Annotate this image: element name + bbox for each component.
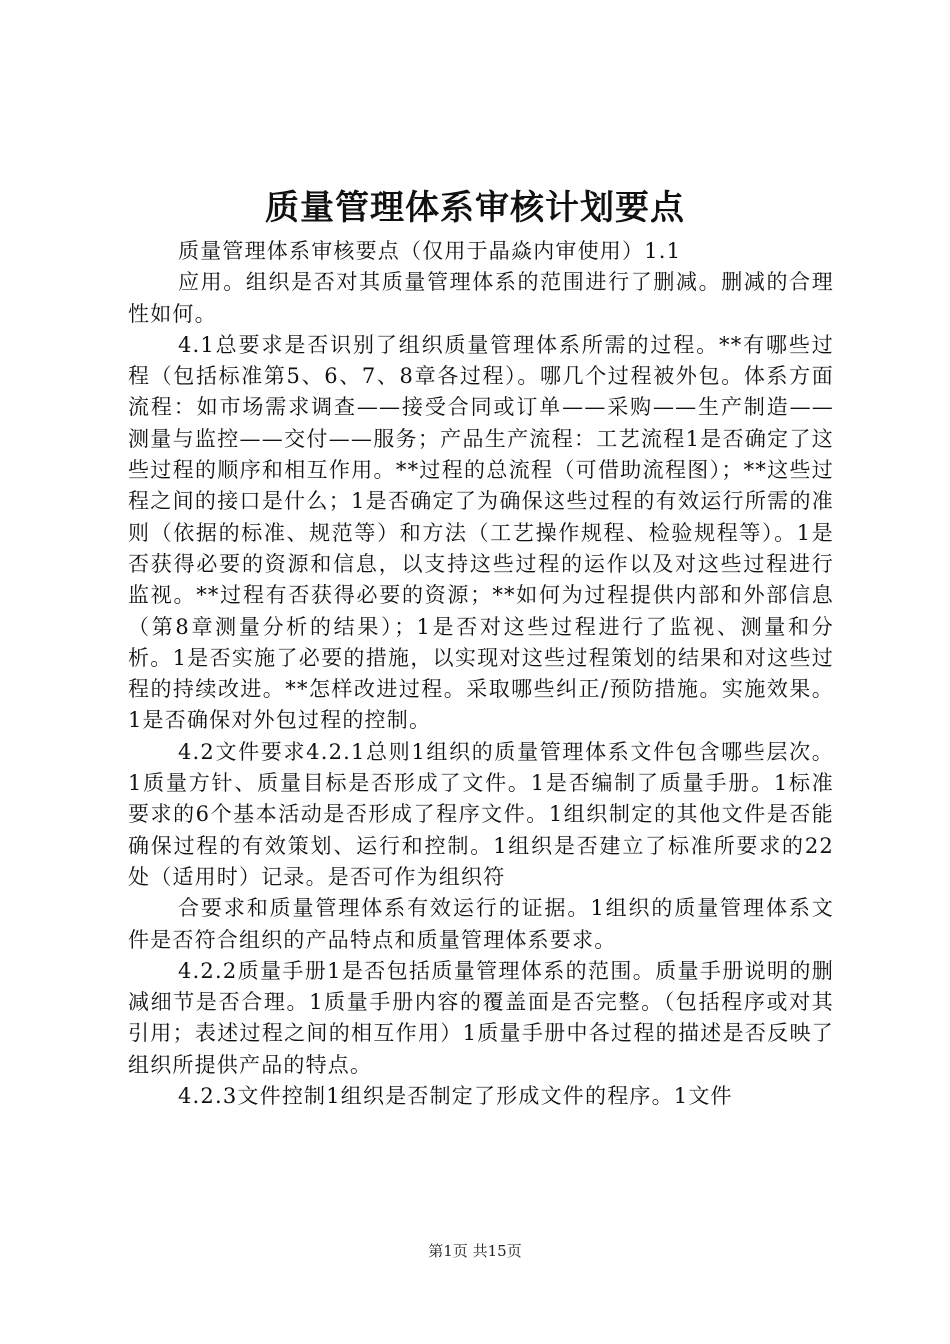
paragraph-4-2-continued: 合要求和质量管理体系有效运行的证据。1组织的质量管理体系文件是否符合组织的产品特点和质量管理体系要求。 (128, 896, 834, 952)
paragraph-4-2: 4.2文件要求4.2.1总则1组织的质量管理体系文件包含哪些层次。1质量方针、质量目标是否形成了文件。1是否编制了质量手册。1标准要求的6个基本活动是否形成了程序文件。1组织制定的其他文件是否能确保过程的有效策划、运行和控制。1组织是否建立了标准所要求的22处（适用时）记录。是否可作为组织符 (128, 739, 834, 889)
paragraph-4-1: 4.1总要求是否识别了组织质量管理体系所需的过程。**有哪些过程（包括标准第5、6、7、8章各过程）。哪几个过程被外包。体系方面流程：如市场需求调查——接受合同或订单——采购——生产制造——测量与监控——交付——服务；产品生产流程：工艺流程1是否确定了这些过程的顺序和相互作用。**过程的总流程（可借助流程图）；**这些过程之间的接口是什么；1是否确定了为确保这些过程的有效运行所需的准则（依据的标准、规范等）和方法（工艺操作规程、检验规程等）。1是否获得必要的资源和信息，以支持这些过程的运作以及对这些过程进行监视。**过程有否获得必要的资源；**如何为过程提供内部和外部信息（第8章测量分析的结果）；1是否对这些过程进行了监视、测量和分析。1是否实施了必要的措施，以实现对这些过程策划的结果和对这些过程的持续改进。**怎样改进过程。采取哪些纠正/预防措施。实施效果。1是否确保对外包过程的控制。 (128, 332, 834, 733)
paragraph-4-2-3: 4.2.3文件控制1组织是否制定了形成文件的程序。1文件 (178, 1084, 733, 1109)
paragraph-1-1: 应用。组织是否对其质量管理体系的范围进行了删减。删减的合理性如何。 (128, 270, 834, 326)
document-body (128, 236, 834, 1112)
page-number-footer: 第1页 共15页 (428, 1242, 522, 1260)
document-title: 质量管理体系审核计划要点 (265, 188, 685, 228)
paragraph-4-2-2: 4.2.2质量手册1是否包括质量管理体系的范围。质量手册说明的删减细节是否合理。1质量手册内容的覆盖面是否完整。（包括程序或对其引用；表述过程之间的相互作用）1质量手册中各过程的描述是否反映了组织所提供产品的特点。 (128, 958, 834, 1077)
paragraph-intro: 质量管理体系审核要点（仅用于晶焱内审使用）1.1 (178, 239, 682, 263)
